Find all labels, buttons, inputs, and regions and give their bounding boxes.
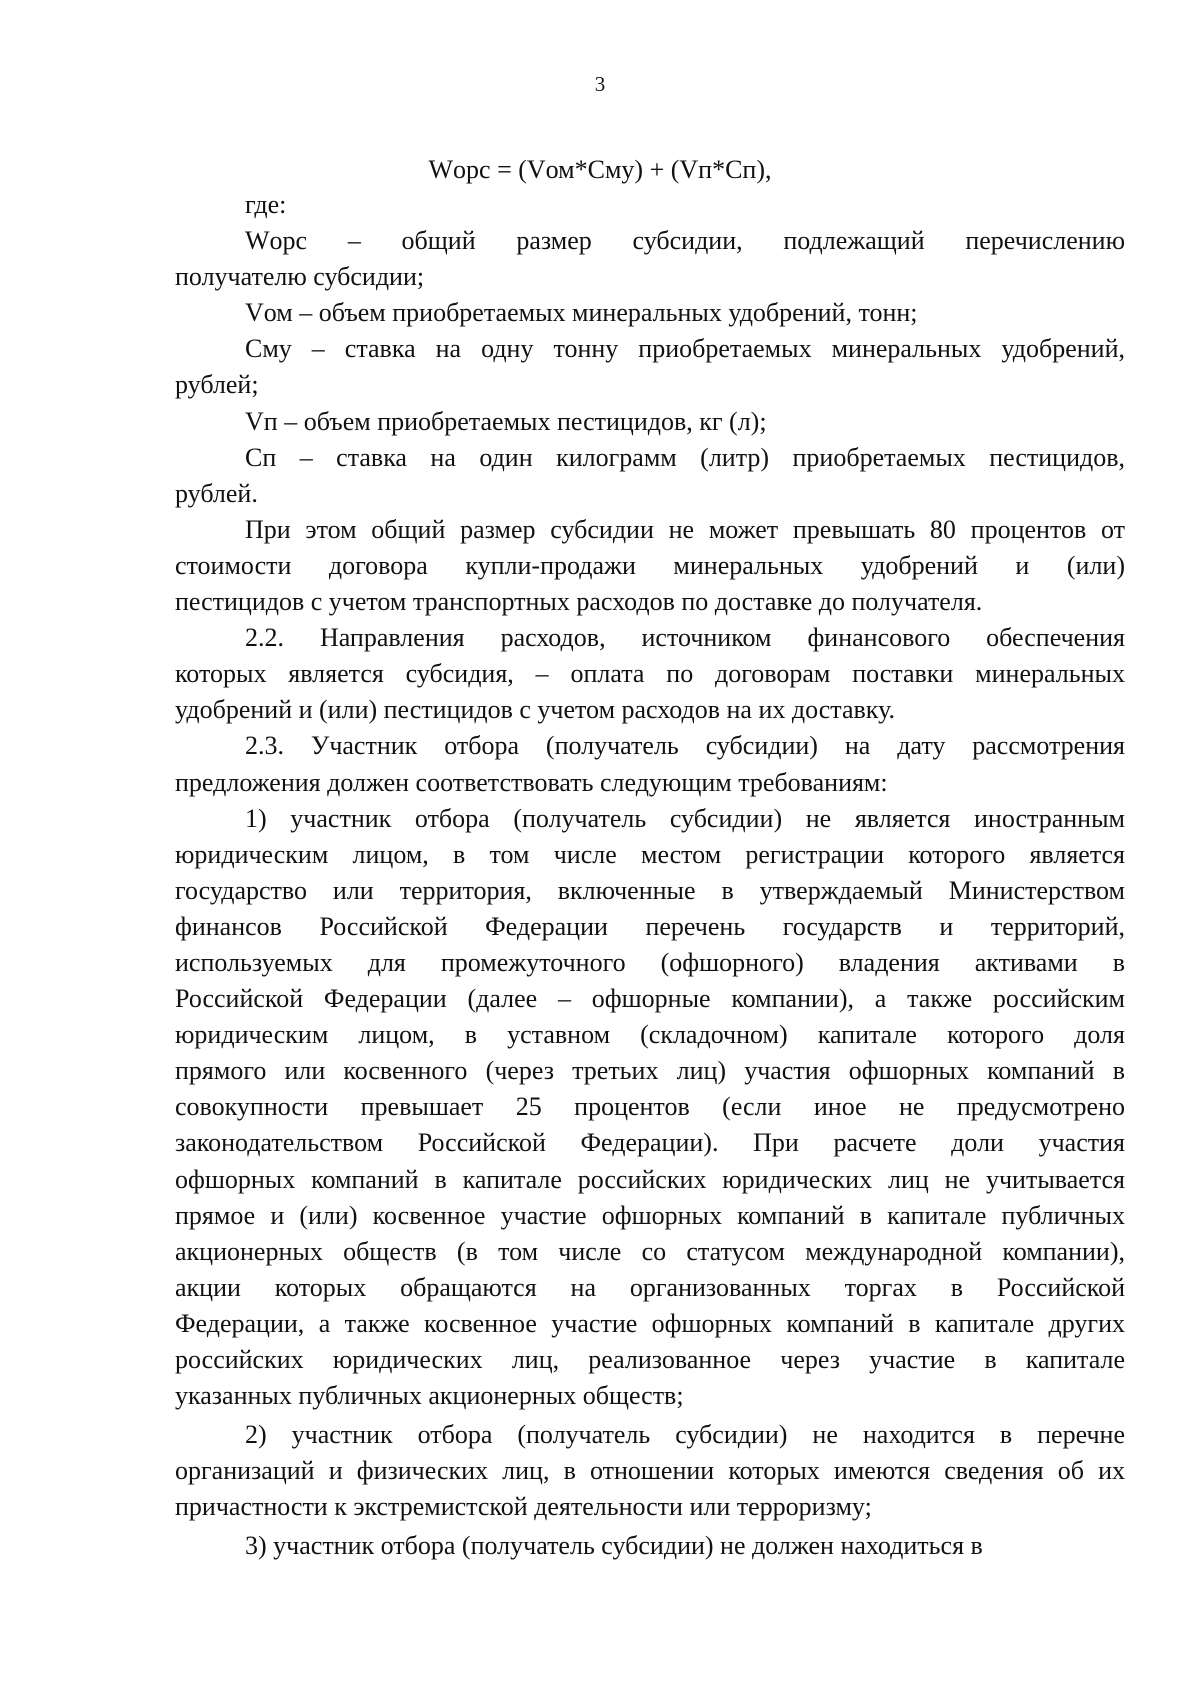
paragraph	[175, 187, 1125, 223]
text-line: юридическим лицом, в том числе местом регистрации которого является	[175, 839, 1125, 869]
paragraph	[175, 620, 1125, 728]
text-line: законодательством Российской Федерации). При расчете доли участия	[175, 1128, 1125, 1158]
paragraph	[175, 331, 1125, 403]
page-number: 3	[594, 72, 606, 96]
text-line: При этом общий размер субсидии не может превышать 80 процентов от	[245, 514, 1125, 544]
text-line: причастности к экстремистской деятельности или терроризму;	[175, 1492, 872, 1522]
subsidy-formula: Wорс = (Vом*Смy) + (Vп*Сп),	[428, 155, 772, 184]
paragraph	[175, 440, 1125, 512]
text-line: прямое и (или) косвенное участие офшорных компаний в капитале публичных	[175, 1200, 1125, 1230]
text-line: Смy – ставка на одну тонну приобретаемых минеральных удобрений,	[245, 334, 1125, 364]
text-line: акции которых обращаются на организованных торгах в Российской	[175, 1272, 1125, 1302]
paragraph	[175, 1528, 1125, 1564]
text-line: получателю субсидии;	[175, 262, 425, 292]
paragraph	[175, 512, 1125, 620]
text-line: финансов Российской Федерации перечень государств и территорий,	[175, 911, 1125, 941]
text-line: Сп – ставка на один килограмм (литр) приобретаемых пестицидов,	[245, 442, 1125, 472]
text-line: акционерных обществ (в том числе со статусом международной компании),	[175, 1236, 1125, 1266]
text-line: российских юридических лиц, реализованное через участие в капитале	[175, 1345, 1125, 1374]
text-line: 2.2. Направления расходов, источником финансового обеспечения	[245, 623, 1125, 653]
text-line: 2.3. Участник отбора (получатель субсидии) на дату рассмотрения	[245, 731, 1125, 761]
text-line: пестицидов с учетом транспортных расходов по доставке до получателя.	[175, 587, 983, 617]
text-line: которых является субсидия, – оплата по договорам поставки минеральных	[175, 659, 1125, 689]
paragraph	[175, 1417, 1125, 1525]
text-line: офшорных компаний в капитале российских юридических лиц не учитывается	[175, 1164, 1125, 1194]
text-line: 2) участник отбора (получатель субсидии) не находится в перечне	[245, 1420, 1125, 1450]
text-line: 3) участник отбора (получатель субсидии) не должен находиться в	[245, 1531, 983, 1561]
paragraph	[175, 223, 1125, 295]
text-line: прямого или косвенного (через третьих лиц) участия офшорных компаний в	[175, 1056, 1125, 1086]
paragraph	[175, 728, 1125, 800]
text-line: Vом – объем приобретаемых минеральных удобрений, тонн;	[245, 298, 918, 328]
text-line: государство или территория, включенные в утверждаемый Министерством	[175, 875, 1125, 905]
paragraph	[175, 801, 1125, 1415]
text-line: где:	[245, 190, 287, 219]
text-line: предложения должен соответствовать следующим требованиям:	[175, 767, 888, 797]
text-line: указанных публичных акционерных обществ;	[175, 1381, 684, 1411]
text-line: стоимости договора купли-продажи минеральных удобрений и (или)	[175, 550, 1125, 580]
text-line: рублей.	[175, 478, 258, 508]
text-line: организаций и физических лиц, в отношении которых имеются сведения об их	[175, 1456, 1125, 1486]
text-line: используемых для промежуточного (офшорного) владения активами в	[175, 947, 1125, 977]
text-line: совокупности превышает 25 процентов (если иное не предусмотрено	[175, 1092, 1125, 1122]
paragraph	[175, 295, 1125, 331]
text-line: Российской Федерации (далее – офшорные компании), а также российским	[175, 984, 1125, 1014]
document-body	[175, 187, 1125, 1565]
text-line: 1) участник отбора (получатель субсидии) не является иностранным	[245, 803, 1125, 833]
text-line: Vп – объем приобретаемых пестицидов, кг (л);	[245, 406, 767, 436]
text-line: рублей;	[175, 370, 259, 400]
text-line: Wорс – общий размер субсидии, подлежащий перечислению	[245, 226, 1125, 256]
text-line: Федерации, а также косвенное участие офшорных компаний в капитале других	[175, 1308, 1125, 1338]
paragraph	[175, 404, 1125, 440]
text-line: удобрений и (или) пестицидов с учетом расходов на их доставку.	[175, 695, 895, 725]
text-line: юридическим лицом, в уставном (складочном) капитале которого доля	[175, 1020, 1125, 1050]
